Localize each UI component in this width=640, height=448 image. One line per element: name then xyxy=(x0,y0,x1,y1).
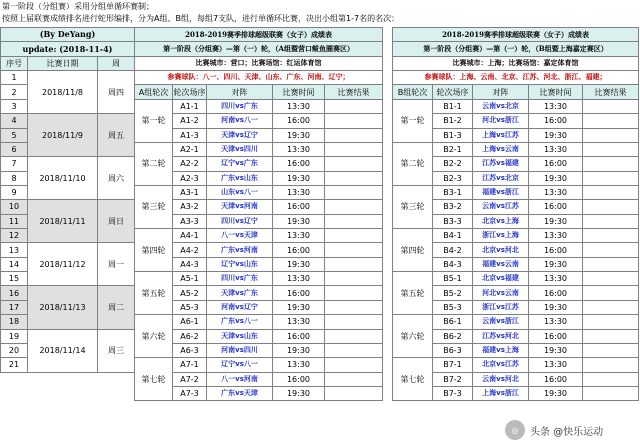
matchup: 河北vs浙江 xyxy=(473,114,529,128)
round-name: 第四轮 xyxy=(135,229,173,272)
match-result xyxy=(583,243,639,257)
match-number: 17 xyxy=(1,300,28,314)
match-date: 2018/11/12 xyxy=(28,243,98,286)
match-result xyxy=(325,272,383,286)
match-date: 2018/11/8 xyxy=(28,71,98,114)
match-time: 19:30 xyxy=(529,171,583,185)
match-code: B7-1 xyxy=(433,358,473,372)
match-result xyxy=(325,358,383,372)
venue-info: 比赛城市：营口；比赛场馆：红运体育馆 xyxy=(135,56,383,70)
match-time: 16:00 xyxy=(273,114,325,128)
match-time: 16:00 xyxy=(273,243,325,257)
matchup: 天津vs山东 xyxy=(207,329,273,343)
schedule-index-table xyxy=(0,27,135,373)
table-row xyxy=(1,114,135,128)
match-code: B1-3 xyxy=(433,128,473,142)
match-weekday: 周三 xyxy=(98,329,135,372)
match-code: A5-1 xyxy=(173,272,207,286)
match-time: 13:30 xyxy=(529,358,583,372)
match-number: 16 xyxy=(1,286,28,300)
match-result xyxy=(583,128,639,142)
match-code: B5-1 xyxy=(433,272,473,286)
author-label: (By DeYang) xyxy=(1,28,135,42)
match-time: 19:30 xyxy=(529,300,583,314)
match-time: 13:30 xyxy=(529,142,583,156)
match-code: B4-1 xyxy=(433,229,473,243)
table-row xyxy=(135,142,383,156)
matchup: 云南vs北京 xyxy=(473,99,529,113)
table-row xyxy=(135,257,383,271)
match-code: B7-2 xyxy=(433,372,473,386)
column-header: 周 xyxy=(98,56,135,70)
match-time: 16:00 xyxy=(529,329,583,343)
match-time: 19:30 xyxy=(529,386,583,400)
group-a-table xyxy=(134,27,383,401)
match-time: 16:00 xyxy=(273,329,325,343)
matchup: 福建vs浙江 xyxy=(473,185,529,199)
match-result xyxy=(583,386,639,400)
match-result xyxy=(583,114,639,128)
table-row xyxy=(393,272,639,286)
round-name: 第二轮 xyxy=(393,142,433,185)
match-result xyxy=(325,99,383,113)
matchup: 天津vs河南 xyxy=(207,200,273,214)
matchup: 河北vs云南 xyxy=(473,286,529,300)
matchup: 四川vs辽宁 xyxy=(207,214,273,228)
table-row xyxy=(393,315,639,329)
match-date: 2018/11/14 xyxy=(28,329,98,372)
table-row xyxy=(135,329,383,343)
round-name: 第七轮 xyxy=(393,358,433,401)
match-result xyxy=(583,185,639,199)
match-number: 8 xyxy=(1,171,28,185)
table-row xyxy=(135,315,383,329)
matchup: 四川vs广东 xyxy=(207,99,273,113)
match-code: A3-2 xyxy=(173,200,207,214)
round-name: 第六轮 xyxy=(135,315,173,358)
match-code: B3-1 xyxy=(433,185,473,199)
match-time: 19:30 xyxy=(529,214,583,228)
match-result xyxy=(325,329,383,343)
matchup: 江苏vs福建 xyxy=(473,157,529,171)
match-result xyxy=(325,229,383,243)
table-row xyxy=(393,142,639,156)
match-code: B1-2 xyxy=(433,114,473,128)
match-time: 19:30 xyxy=(273,300,325,314)
match-result xyxy=(583,329,639,343)
subtitle-row xyxy=(135,42,383,56)
teams-row xyxy=(393,71,639,85)
matchup: 北京vs河北 xyxy=(473,243,529,257)
table-row xyxy=(135,157,383,171)
matchup: 上海vs江苏 xyxy=(473,128,529,142)
match-time: 16:00 xyxy=(273,200,325,214)
venue-info: 比赛城市：上海；比赛场馆：嘉定体育馆 xyxy=(393,56,639,70)
match-code: A1-2 xyxy=(173,114,207,128)
match-result xyxy=(583,142,639,156)
match-result xyxy=(583,171,639,185)
match-code: A3-1 xyxy=(173,185,207,199)
match-code: B4-2 xyxy=(433,243,473,257)
match-time: 13:30 xyxy=(273,358,325,372)
match-result xyxy=(325,243,383,257)
match-code: A2-3 xyxy=(173,171,207,185)
match-result xyxy=(325,128,383,142)
match-number: 3 xyxy=(1,99,28,113)
match-date: 2018/11/11 xyxy=(28,200,98,243)
matchup: 浙江vs上海 xyxy=(473,229,529,243)
match-number: 12 xyxy=(1,229,28,243)
match-time: 13:30 xyxy=(273,185,325,199)
table-row xyxy=(135,243,383,257)
match-code: B2-3 xyxy=(433,171,473,185)
matchup: 浙江vs江苏 xyxy=(473,300,529,314)
matchup: 天津vs四川 xyxy=(207,142,273,156)
match-code: B3-3 xyxy=(433,214,473,228)
match-code: B5-2 xyxy=(433,286,473,300)
match-number: 10 xyxy=(1,200,28,214)
match-time: 19:30 xyxy=(273,386,325,400)
match-code: A7-3 xyxy=(173,386,207,400)
match-result xyxy=(325,343,383,357)
round-name: 第一轮 xyxy=(135,99,173,142)
table-row xyxy=(135,171,383,185)
matchup: 广东vs天津 xyxy=(207,386,273,400)
table-row xyxy=(135,372,383,386)
match-result xyxy=(325,300,383,314)
match-code: B1-1 xyxy=(433,99,473,113)
match-result xyxy=(583,372,639,386)
match-code: A7-2 xyxy=(173,372,207,386)
table-subtitle: 第一阶段（分组赛）—第（一）轮，（B组暨上海嘉定赛区） xyxy=(393,42,639,56)
round-name: 第三轮 xyxy=(393,185,433,228)
match-code: A7-1 xyxy=(173,358,207,372)
match-result xyxy=(583,300,639,314)
match-result xyxy=(325,185,383,199)
match-time: 16:00 xyxy=(529,200,583,214)
match-weekday: 周五 xyxy=(98,114,135,157)
matchup: 八一vs天津 xyxy=(207,229,273,243)
match-time: 13:30 xyxy=(273,315,325,329)
match-result xyxy=(325,142,383,156)
match-result xyxy=(325,214,383,228)
round-name: 第七轮 xyxy=(135,358,173,401)
match-result xyxy=(325,386,383,400)
match-number: 7 xyxy=(1,157,28,171)
matchup: 云南vs江苏 xyxy=(473,200,529,214)
matchup: 广东vs八一 xyxy=(207,315,273,329)
table-row xyxy=(135,358,383,372)
match-result xyxy=(583,229,639,243)
match-result xyxy=(583,272,639,286)
header-row xyxy=(393,85,639,99)
match-date: 2018/11/13 xyxy=(28,286,98,329)
table-subtitle: 第一阶段（分组赛）—第（一）轮，（A组暨营口鲅鱼圈赛区） xyxy=(135,42,383,56)
column-header: 轮次场序 xyxy=(173,85,207,99)
match-time: 16:00 xyxy=(529,114,583,128)
round-name: 第二轮 xyxy=(135,142,173,185)
table-row xyxy=(135,214,383,228)
round-name: 第五轮 xyxy=(393,272,433,315)
match-result xyxy=(325,372,383,386)
table-row xyxy=(135,114,383,128)
match-result xyxy=(325,257,383,271)
rules-note-2: 按照上届联赛成绩排名进行蛇形编排，分为A组、B组，每组7支队，进行单循环比赛，决出小组第1-7名的名次： xyxy=(2,14,400,23)
table-row xyxy=(1,71,135,85)
match-number: 14 xyxy=(1,257,28,271)
match-result xyxy=(583,315,639,329)
match-code: A1-3 xyxy=(173,128,207,142)
match-number: 20 xyxy=(1,343,28,357)
table-row xyxy=(1,157,135,171)
match-number: 5 xyxy=(1,128,28,142)
match-time: 19:30 xyxy=(273,257,325,271)
group-b-table xyxy=(392,27,639,401)
table-row xyxy=(393,229,639,243)
match-weekday: 周六 xyxy=(98,157,135,200)
column-header: 对阵 xyxy=(473,85,529,99)
table-row xyxy=(135,286,383,300)
match-number: 4 xyxy=(1,114,28,128)
match-code: A1-1 xyxy=(173,99,207,113)
match-number: 11 xyxy=(1,214,28,228)
match-time: 16:00 xyxy=(273,286,325,300)
match-code: A5-3 xyxy=(173,300,207,314)
matchup: 四川vs广东 xyxy=(207,272,273,286)
match-code: B3-2 xyxy=(433,200,473,214)
match-number: 21 xyxy=(1,358,28,372)
match-number: 1 xyxy=(1,71,28,85)
matchup: 天津vs辽宁 xyxy=(207,128,273,142)
match-code: B7-3 xyxy=(433,386,473,400)
match-code: B6-2 xyxy=(433,329,473,343)
column-header: 比赛时间 xyxy=(273,85,325,99)
match-number: 13 xyxy=(1,243,28,257)
match-result xyxy=(583,157,639,171)
watermark-logo-icon: ◎ xyxy=(505,420,525,440)
match-code: A2-2 xyxy=(173,157,207,171)
matchup: 江苏vs河北 xyxy=(473,329,529,343)
match-date: 2018/11/9 xyxy=(28,114,98,157)
match-code: A5-2 xyxy=(173,286,207,300)
match-number: 9 xyxy=(1,185,28,199)
match-weekday: 周二 xyxy=(98,286,135,329)
column-header: 对阵 xyxy=(207,85,273,99)
matchup: 辽宁vs山东 xyxy=(207,257,273,271)
table-title: 2018-2019赛季排球超级联赛（女子）成绩表 xyxy=(135,28,383,42)
match-number: 6 xyxy=(1,142,28,156)
teams-info: 参赛球队：八一、四川、天津、山东、广东、河南、辽宁； xyxy=(135,71,383,85)
match-result xyxy=(325,315,383,329)
teams-info: 参赛球队：上海、云南、北京、江苏、河北、浙江、福建； xyxy=(393,71,639,85)
match-time: 19:30 xyxy=(529,128,583,142)
table-row xyxy=(393,358,639,372)
table-title: 2018-2019赛季排球超级联赛（女子）成绩表 xyxy=(393,28,639,42)
table-row xyxy=(135,229,383,243)
table-row xyxy=(1,329,135,343)
match-code: A6-2 xyxy=(173,329,207,343)
column-header: B组轮次 xyxy=(393,85,433,99)
watermark-text: 头条 @快乐运动 xyxy=(530,426,604,438)
column-header: A组轮次 xyxy=(135,85,173,99)
match-result xyxy=(583,286,639,300)
table-row xyxy=(393,99,639,113)
match-code: B6-3 xyxy=(433,343,473,357)
match-code: A4-1 xyxy=(173,229,207,243)
match-date: 2018/11/10 xyxy=(28,157,98,200)
table-row xyxy=(135,272,383,286)
matchup: 八一vs河南 xyxy=(207,372,273,386)
table-row xyxy=(1,243,135,257)
teams-row xyxy=(135,71,383,85)
column-header: 比赛结果 xyxy=(325,85,383,99)
match-code: B6-1 xyxy=(433,315,473,329)
match-time: 16:00 xyxy=(529,157,583,171)
match-time: 19:30 xyxy=(273,128,325,142)
table-row xyxy=(135,185,383,199)
matchup: 河南vs八一 xyxy=(207,114,273,128)
match-weekday: 周一 xyxy=(98,243,135,286)
match-number: 18 xyxy=(1,315,28,329)
match-time: 13:30 xyxy=(529,315,583,329)
round-name: 第一轮 xyxy=(393,99,433,142)
matchup: 云南vs浙江 xyxy=(473,315,529,329)
match-result xyxy=(583,257,639,271)
match-weekday: 周日 xyxy=(98,200,135,243)
matchup: 云南vs河北 xyxy=(473,372,529,386)
matchup: 山东vs八一 xyxy=(207,185,273,199)
match-time: 16:00 xyxy=(529,372,583,386)
column-header: 序号 xyxy=(1,56,28,70)
round-name: 第四轮 xyxy=(393,229,433,272)
watermark xyxy=(500,416,638,444)
matchup: 福建vs云南 xyxy=(473,257,529,271)
table-row xyxy=(135,128,383,142)
match-time: 13:30 xyxy=(529,99,583,113)
table-row xyxy=(135,386,383,400)
match-time: 13:30 xyxy=(273,229,325,243)
round-name: 第五轮 xyxy=(135,272,173,315)
match-result xyxy=(325,114,383,128)
update-label: update: (2018-11-4) xyxy=(1,42,135,56)
round-name: 第六轮 xyxy=(393,315,433,358)
matchup: 江苏vs北京 xyxy=(473,171,529,185)
match-code: A3-3 xyxy=(173,214,207,228)
matchup: 北京vs福建 xyxy=(473,272,529,286)
match-time: 19:30 xyxy=(529,343,583,357)
match-result xyxy=(583,200,639,214)
match-time: 16:00 xyxy=(529,286,583,300)
column-header: 比赛时间 xyxy=(529,85,583,99)
match-code: A2-1 xyxy=(173,142,207,156)
match-time: 19:30 xyxy=(273,343,325,357)
title-row xyxy=(135,28,383,42)
match-result xyxy=(583,358,639,372)
subtitle-row xyxy=(393,42,639,56)
match-result xyxy=(325,157,383,171)
table-row xyxy=(393,185,639,199)
matchup: 河南vs四川 xyxy=(207,343,273,357)
match-time: 13:30 xyxy=(529,185,583,199)
match-time: 16:00 xyxy=(529,243,583,257)
match-result xyxy=(325,171,383,185)
match-code: B2-2 xyxy=(433,157,473,171)
match-result xyxy=(583,343,639,357)
column-header: 轮次场序 xyxy=(433,85,473,99)
matchup: 河南vs辽宁 xyxy=(207,300,273,314)
header-row xyxy=(135,85,383,99)
match-time: 19:30 xyxy=(529,257,583,271)
match-time: 13:30 xyxy=(529,272,583,286)
match-code: A6-1 xyxy=(173,315,207,329)
match-code: A4-3 xyxy=(173,257,207,271)
matchup: 上海vs浙江 xyxy=(473,386,529,400)
match-number: 19 xyxy=(1,329,28,343)
table-row xyxy=(1,286,135,300)
match-result xyxy=(325,286,383,300)
match-result xyxy=(325,200,383,214)
match-time: 16:00 xyxy=(273,157,325,171)
match-code: B5-3 xyxy=(433,300,473,314)
matchup: 辽宁vs广东 xyxy=(207,157,273,171)
match-weekday: 周四 xyxy=(98,71,135,114)
matchup: 北京vs江苏 xyxy=(473,358,529,372)
matchup: 北京vs上海 xyxy=(473,214,529,228)
match-time: 13:30 xyxy=(273,272,325,286)
match-time: 16:00 xyxy=(273,372,325,386)
venue-row xyxy=(135,56,383,70)
match-code: B2-1 xyxy=(433,142,473,156)
table-row xyxy=(135,343,383,357)
match-result xyxy=(583,99,639,113)
match-code: B4-3 xyxy=(433,257,473,271)
match-time: 13:30 xyxy=(273,142,325,156)
round-name: 第三轮 xyxy=(135,185,173,228)
title-row xyxy=(393,28,639,42)
match-code: A6-3 xyxy=(173,343,207,357)
venue-row xyxy=(393,56,639,70)
match-number: 15 xyxy=(1,272,28,286)
rules-note-1: 第一阶段（分组赛）采用分组单循环赛制； xyxy=(2,2,154,11)
match-time: 19:30 xyxy=(273,214,325,228)
column-header: 比赛结果 xyxy=(583,85,639,99)
matchup: 上海vs云南 xyxy=(473,142,529,156)
matchup: 辽宁vs八一 xyxy=(207,358,273,372)
table-row xyxy=(135,200,383,214)
matchup: 福建vs上海 xyxy=(473,343,529,357)
matchup: 广东vs河南 xyxy=(207,243,273,257)
matchup: 天津vs广东 xyxy=(207,286,273,300)
match-time: 19:30 xyxy=(273,171,325,185)
match-time: 13:30 xyxy=(273,99,325,113)
match-time: 13:30 xyxy=(529,229,583,243)
match-code: A4-2 xyxy=(173,243,207,257)
matchup: 广东vs山东 xyxy=(207,171,273,185)
header-row xyxy=(1,56,135,70)
match-number: 2 xyxy=(1,85,28,99)
table-row xyxy=(135,300,383,314)
column-header: 比赛日期 xyxy=(28,56,98,70)
table-row xyxy=(135,99,383,113)
table-row xyxy=(1,200,135,214)
match-result xyxy=(583,214,639,228)
